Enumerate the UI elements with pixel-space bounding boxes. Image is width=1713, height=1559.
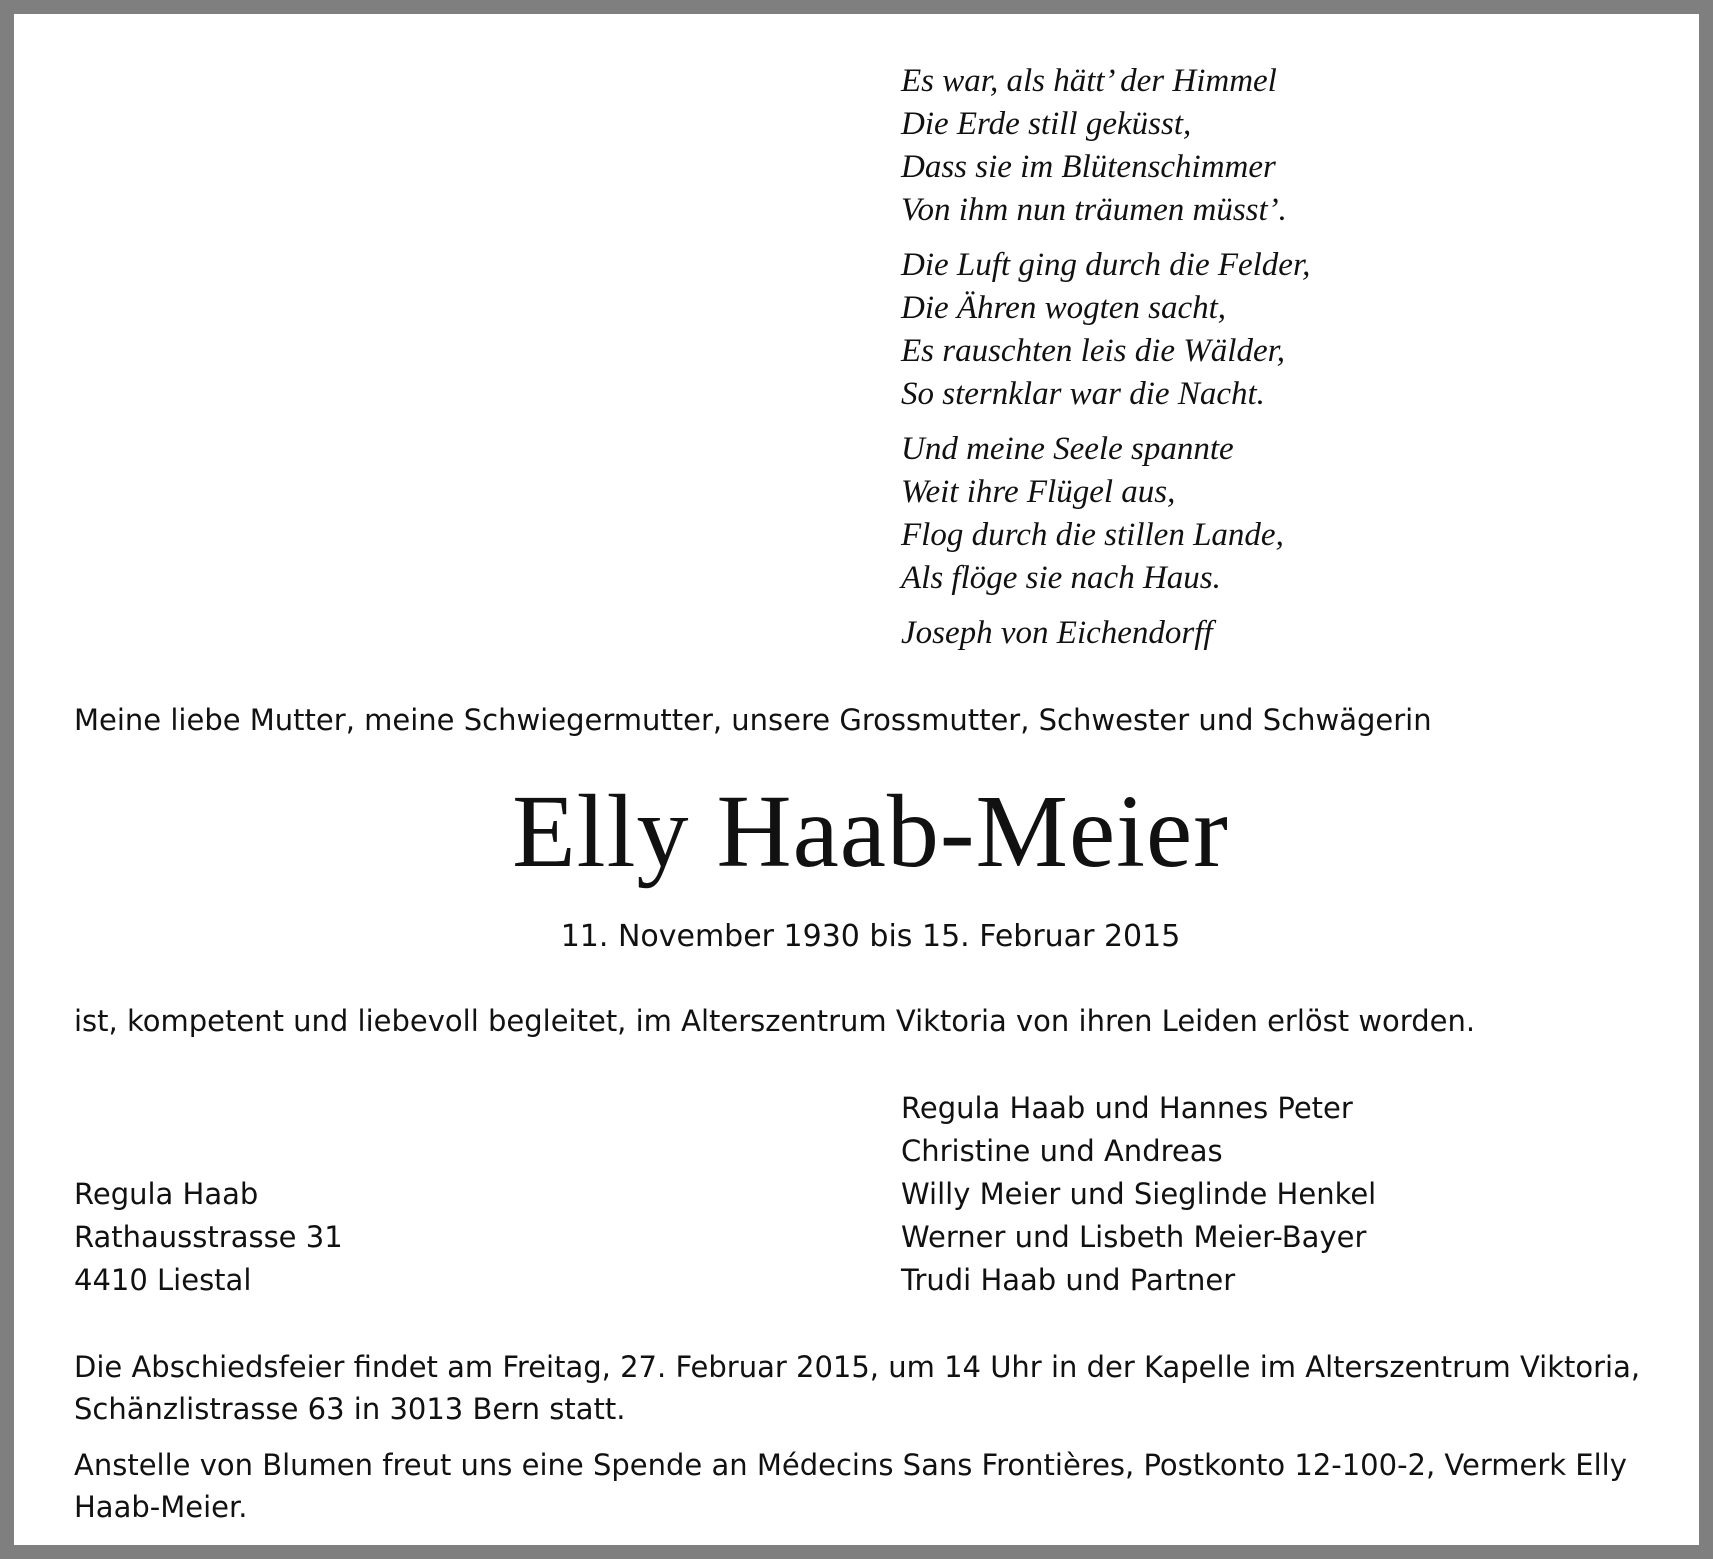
address-line: Rathausstrasse 31 [74,1220,343,1254]
mourner-entry: Regula Haab und Hannes Peter [901,1091,1353,1125]
deceased-name: Elly Haab-Meier [512,774,1229,889]
poem-stanza-1 [901,60,1661,232]
poem-stanza-2 [901,244,1661,416]
poem-author: Joseph von Eichendorff [901,615,1213,651]
mourners-list [901,1087,1376,1302]
poem-line: Dass sie im Blütenschimmer [901,149,1276,185]
poem-line: Die Luft ging durch die Felder, [901,247,1311,283]
address-line: Regula Haab [74,1177,259,1211]
poem-stanza-3 [901,428,1661,600]
poem-line: Von ihm nun träumen müsst’. [901,192,1287,228]
address-line: 4410 Liestal [74,1263,252,1297]
released-text: ist, kompetent und liebevoll begleitet, im Alterszentrum Viktoria von ihren Leiden erlöst worden. [74,1004,1476,1038]
poem [901,60,1661,655]
mourner-entry: Christine und Andreas [901,1134,1223,1168]
poem-line: Es rauschten leis die Wälder, [901,333,1286,369]
poem-line: Flog durch die stillen Lande, [901,517,1284,553]
poem-line: Die Ähren wogten sacht, [901,290,1227,326]
mourner-entry: Trudi Haab und Partner [901,1263,1236,1297]
poem-line: Weit ihre Flügel aus, [901,474,1176,510]
mourner-entry: Werner und Lisbeth Meier-Bayer [901,1220,1367,1254]
poem-line: So sternklar war die Nacht. [901,376,1265,412]
poem-line: Die Erde still geküsst, [901,106,1192,142]
poem-line: Als flöge sie nach Haus. [901,560,1221,596]
ceremony-info: Die Abschiedsfeier findet am Freitag, 27. Februar 2015, um 14 Uhr in der Kapelle im Alterszentrum Viktoria, Schänzlistrasse 63 in 3013 Bern statt. [74,1350,1641,1426]
contact-address [74,1173,343,1302]
poem-line: Und meine Seele spannte [901,431,1234,467]
intro-text: Meine liebe Mutter, meine Schwiegermutter, unsere Grossmutter, Schwester und Schwägerin [74,703,1432,737]
poem-line: Es war, als hätt’ der Himmel [901,63,1277,99]
mourner-entry: Willy Meier und Sieglinde Henkel [901,1177,1377,1211]
life-dates: 11. November 1930 bis 15. Februar 2015 [560,919,1181,954]
donation-info: Anstelle von Blumen freut uns eine Spende an Médecins Sans Frontières, Postkonto 12-100-2, Vermerk Elly Haab-Meier. [74,1448,1627,1524]
